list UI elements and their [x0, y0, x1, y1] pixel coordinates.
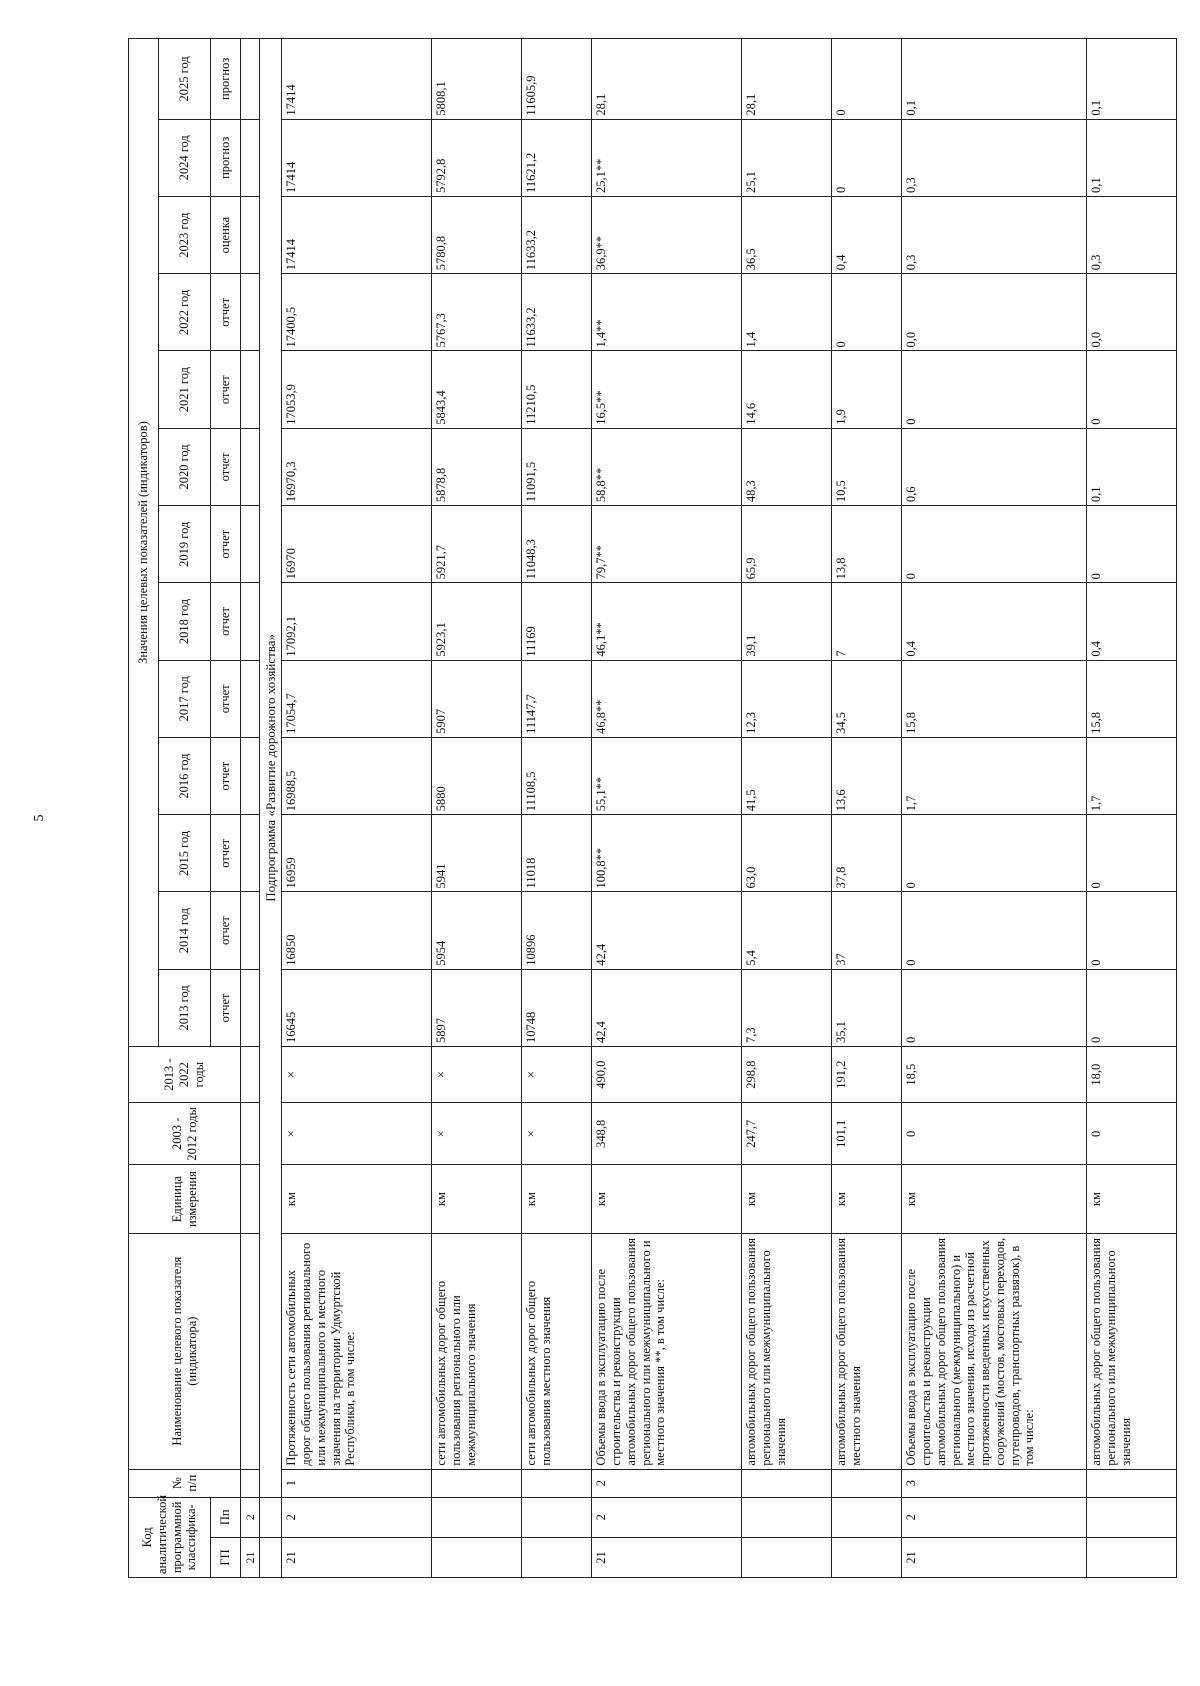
header-pp: Пп	[211, 1497, 241, 1537]
header-status-1: отчет	[211, 892, 241, 969]
row-value-6: 16970	[282, 506, 432, 583]
header-year-0: 2013 год	[159, 969, 211, 1046]
row-value-9: 0,0	[902, 274, 1087, 351]
row-value-4: 15,8	[1087, 660, 1177, 737]
row-value-7: 48,3	[742, 428, 832, 505]
row-value-7: 10,5	[832, 428, 902, 505]
table-row	[522, 39, 592, 1578]
header-status-9: отчет	[211, 274, 241, 351]
row-value-8: 17053,9	[282, 351, 432, 428]
row-value-1: 5,4	[742, 892, 832, 969]
row-num	[432, 1469, 522, 1497]
row-value-2: 11018	[522, 815, 592, 892]
row-period-2003-2012: 348,8	[592, 1103, 742, 1165]
row-unit: км	[832, 1165, 902, 1233]
row-period-2003-2012: ×	[522, 1103, 592, 1165]
row-period-2013-2022: ×	[432, 1047, 522, 1103]
row-period-2013-2022: 191,2	[832, 1047, 902, 1103]
row-value-5: 7	[832, 583, 902, 660]
header-year-12: 2025 год	[159, 39, 211, 120]
row-value-4: 11147,7	[522, 660, 592, 737]
row-value-10: 36,9**	[592, 196, 742, 273]
indicators-table	[128, 38, 1177, 1578]
header-year-4: 2017 год	[159, 660, 211, 737]
row-value-6: 13,8	[832, 506, 902, 583]
table-row	[592, 39, 742, 1578]
row-name: Объемы ввода в эксплуатацию после строительства и реконструкции автомобильных дорог общего пользования регионального (межмуниципального) и местного значения, исходя из расчетной протяженности введенных искусственных сооружений (мостов, мостовых переходов, путепроводов, транспортных развязок), в том числе:	[902, 1233, 1087, 1469]
row-name: автомобильных дорог общего пользования регионального или межмуниципального значения	[1087, 1233, 1177, 1469]
row-value-2: 0	[1087, 815, 1177, 892]
row-value-7: 0,1	[1087, 428, 1177, 505]
row-name: Протяженность сети автомобильных дорог общего пользования регионального или межмуниципального и местного значения на территории Удмуртской Республики, в том числе:	[282, 1233, 432, 1469]
row-value-6: 65,9	[742, 506, 832, 583]
row-pp	[1087, 1497, 1177, 1537]
row-value-0: 7,3	[742, 969, 832, 1046]
header-period-2013-2022: 2013 - 2022 годы	[129, 1047, 241, 1103]
row-pp: 2	[902, 1497, 1087, 1537]
row-pp: 2	[282, 1497, 432, 1537]
row-value-5: 46,1**	[592, 583, 742, 660]
row-gp	[742, 1537, 832, 1577]
row-value-1: 37	[832, 892, 902, 969]
row-name: автомобильных дорог общего пользования местного значения	[832, 1233, 902, 1469]
row-value-0: 0	[1087, 969, 1177, 1046]
row-period-2013-2022: ×	[522, 1047, 592, 1103]
row-value-6: 11048,3	[522, 506, 592, 583]
row-value-11: 0	[832, 119, 902, 196]
rotated-table-wrapper	[128, 38, 1133, 1578]
header-year-2: 2015 год	[159, 815, 211, 892]
table-row	[1087, 39, 1177, 1578]
row-gp	[522, 1537, 592, 1577]
row-value-2: 5941	[432, 815, 522, 892]
row-unit: км	[592, 1165, 742, 1233]
header-status-4: отчет	[211, 660, 241, 737]
row-value-7: 0,6	[902, 428, 1087, 505]
row-period-2013-2022: ×	[282, 1047, 432, 1103]
row-value-5: 11169	[522, 583, 592, 660]
header-year-5: 2018 год	[159, 583, 211, 660]
row-value-8: 14,6	[742, 351, 832, 428]
row-value-3: 55,1**	[592, 737, 742, 814]
row-value-1: 42,4	[592, 892, 742, 969]
header-unit: Единица измерения	[129, 1165, 241, 1233]
header-status-3: отчет	[211, 737, 241, 814]
row-value-9: 11633,2	[522, 274, 592, 351]
row-pp	[432, 1497, 522, 1537]
row-value-2: 63,0	[742, 815, 832, 892]
header-year-8: 2021 год	[159, 351, 211, 428]
row-num: 3	[902, 1469, 1087, 1497]
row-value-3: 1,7	[1087, 737, 1177, 814]
header-code-group: Код аналитической программной классифика-	[129, 1497, 211, 1577]
table-row	[902, 39, 1087, 1578]
row-pp	[742, 1497, 832, 1537]
row-value-1: 0	[902, 892, 1087, 969]
row-value-12: 0,1	[902, 39, 1087, 120]
row-value-4: 17054,7	[282, 660, 432, 737]
row-name: сети автомобильных дорог общего пользования регионального или межмуниципального значения	[432, 1233, 522, 1469]
row-value-9: 17400,5	[282, 274, 432, 351]
row-value-12: 28,1	[742, 39, 832, 120]
row-period-2013-2022: 490,0	[592, 1047, 742, 1103]
row-name: автомобильных дорог общего пользования регионального или межмуниципального значения	[742, 1233, 832, 1469]
row-value-10: 36,5	[742, 196, 832, 273]
row-value-0: 5897	[432, 969, 522, 1046]
header-year-3: 2016 год	[159, 737, 211, 814]
row-value-11: 0,3	[902, 119, 1087, 196]
row-value-4: 15,8	[902, 660, 1087, 737]
row-value-5: 5923,1	[432, 583, 522, 660]
row-value-6: 5921,7	[432, 506, 522, 583]
row-value-5: 0,4	[902, 583, 1087, 660]
row-gp: 21	[902, 1537, 1087, 1577]
row-pp: 2	[592, 1497, 742, 1537]
row-gp	[832, 1537, 902, 1577]
page-number: 5	[32, 814, 47, 822]
row-value-3: 1,7	[902, 737, 1087, 814]
header-status-2: отчет	[211, 815, 241, 892]
row-value-8: 16,5**	[592, 351, 742, 428]
row-value-1: 10896	[522, 892, 592, 969]
row-value-9: 0,0	[1087, 274, 1177, 351]
row-value-8: 11210,5	[522, 351, 592, 428]
header-status-11: прогноз	[211, 119, 241, 196]
header-status-12: прогноз	[211, 39, 241, 120]
row-value-6: 79,7**	[592, 506, 742, 583]
row-value-7: 58,8**	[592, 428, 742, 505]
row-value-10: 5780,8	[432, 196, 522, 273]
row-value-9: 1,4**	[592, 274, 742, 351]
section-title: Подпрограмма «Развитие дорожного хозяйства»	[260, 39, 282, 1498]
row-value-10: 0,4	[832, 196, 902, 273]
row-value-4: 5907	[432, 660, 522, 737]
table-row	[742, 39, 832, 1578]
row-num: 2	[592, 1469, 742, 1497]
row-num: 1	[282, 1469, 432, 1497]
header-year-7: 2020 год	[159, 428, 211, 505]
row-value-3: 41,5	[742, 737, 832, 814]
header-year-10: 2023 год	[159, 196, 211, 273]
row-unit: км	[282, 1165, 432, 1233]
row-period-2003-2012: 247,7	[742, 1103, 832, 1165]
row-num	[742, 1469, 832, 1497]
table-row	[432, 39, 522, 1578]
row-value-2: 0	[902, 815, 1087, 892]
row-value-8: 0	[1087, 351, 1177, 428]
row-value-0: 0	[902, 969, 1087, 1046]
row-value-10: 0,3	[1087, 196, 1177, 273]
row-value-1: 5954	[432, 892, 522, 969]
row-unit: км	[522, 1165, 592, 1233]
row-pp	[832, 1497, 902, 1537]
row-value-10: 0,3	[902, 196, 1087, 273]
row-value-9: 1,4	[742, 274, 832, 351]
header-year-9: 2022 год	[159, 274, 211, 351]
row-gp	[1087, 1537, 1177, 1577]
row-value-0: 35,1	[832, 969, 902, 1046]
row-period-2013-2022: 18,5	[902, 1047, 1087, 1103]
row-value-1: 0	[1087, 892, 1177, 969]
row-num	[522, 1469, 592, 1497]
row-value-11: 0,1	[1087, 119, 1177, 196]
row-value-7: 11091,5	[522, 428, 592, 505]
header-values-group: Значения целевых показателей (индикаторов)	[129, 39, 159, 1047]
row-value-12: 17414	[282, 39, 432, 120]
row-gp: 21	[592, 1537, 742, 1577]
row-unit: км	[742, 1165, 832, 1233]
header-status-5: отчет	[211, 583, 241, 660]
row-value-2: 37,8	[832, 815, 902, 892]
header-period-2003-2012: 2003 - 2012 годы	[129, 1103, 241, 1165]
row-period-2003-2012: ×	[432, 1103, 522, 1165]
row-value-6: 0	[902, 506, 1087, 583]
header-status-10: оценка	[211, 196, 241, 273]
header-status-7: отчет	[211, 428, 241, 505]
numbering-gp: 21	[241, 1537, 260, 1577]
row-unit: км	[1087, 1165, 1177, 1233]
row-value-10: 17414	[282, 196, 432, 273]
row-unit: км	[902, 1165, 1087, 1233]
row-pp	[522, 1497, 592, 1537]
row-value-1: 16850	[282, 892, 432, 969]
row-period-2013-2022: 298,8	[742, 1047, 832, 1103]
numbering-pp: 2	[241, 1497, 260, 1537]
row-value-11: 11621,2	[522, 119, 592, 196]
row-value-2: 16959	[282, 815, 432, 892]
row-value-3: 16988,5	[282, 737, 432, 814]
row-value-5: 17092,1	[282, 583, 432, 660]
row-period-2003-2012: ×	[282, 1103, 432, 1165]
row-value-4: 12,3	[742, 660, 832, 737]
row-name: Объемы ввода в эксплуатацию после строительства и реконструкции автомобильных дорог общего пользования регионального или межмуниципального и местного значения **, в том числе:	[592, 1233, 742, 1469]
row-value-8: 0	[902, 351, 1087, 428]
row-value-8: 1,9	[832, 351, 902, 428]
row-gp: 21	[282, 1537, 432, 1577]
row-value-12: 5808,1	[432, 39, 522, 120]
header-year-6: 2019 год	[159, 506, 211, 583]
row-value-6: 0	[1087, 506, 1177, 583]
row-period-2003-2012: 0	[1087, 1103, 1177, 1165]
row-value-0: 10748	[522, 969, 592, 1046]
row-value-3: 5880	[432, 737, 522, 814]
row-unit: км	[432, 1165, 522, 1233]
row-value-9: 0	[832, 274, 902, 351]
row-value-12: 11605,9	[522, 39, 592, 120]
header-status-8: отчет	[211, 351, 241, 428]
row-value-2: 100,8**	[592, 815, 742, 892]
row-num	[832, 1469, 902, 1497]
row-value-3: 13,6	[832, 737, 902, 814]
row-value-11: 17414	[282, 119, 432, 196]
header-gp: ГП	[211, 1537, 241, 1577]
table-row	[282, 39, 432, 1578]
row-gp	[432, 1537, 522, 1577]
row-value-11: 5792,8	[432, 119, 522, 196]
row-value-10: 11633,2	[522, 196, 592, 273]
row-value-4: 34,5	[832, 660, 902, 737]
row-value-8: 5843,4	[432, 351, 522, 428]
row-value-11: 25,1	[742, 119, 832, 196]
row-value-0: 16645	[282, 969, 432, 1046]
row-num	[1087, 1469, 1177, 1497]
row-value-5: 0,4	[1087, 583, 1177, 660]
header-name: Наименование целевого показателя (индикатора)	[129, 1233, 241, 1469]
row-value-7: 5878,8	[432, 428, 522, 505]
row-period-2013-2022: 18,0	[1087, 1047, 1177, 1103]
row-value-0: 42,4	[592, 969, 742, 1046]
row-value-11: 25,1**	[592, 119, 742, 196]
table-row	[832, 39, 902, 1578]
row-value-4: 46,8**	[592, 660, 742, 737]
row-value-12: 0	[832, 39, 902, 120]
header-status-6: отчет	[211, 506, 241, 583]
header-year-11: 2024 год	[159, 119, 211, 196]
row-name: сети автомобильных дорог общего пользования местного значения	[522, 1233, 592, 1469]
row-period-2003-2012: 101,1	[832, 1103, 902, 1165]
header-status-0: отчет	[211, 969, 241, 1046]
row-value-5: 39,1	[742, 583, 832, 660]
row-value-3: 11108,5	[522, 737, 592, 814]
row-value-7: 16970,3	[282, 428, 432, 505]
row-value-9: 5767,3	[432, 274, 522, 351]
row-value-12: 0,1	[1087, 39, 1177, 120]
row-period-2003-2012: 0	[902, 1103, 1087, 1165]
row-value-12: 28,1	[592, 39, 742, 120]
header-num: № п/п	[129, 1469, 241, 1497]
header-year-1: 2014 год	[159, 892, 211, 969]
